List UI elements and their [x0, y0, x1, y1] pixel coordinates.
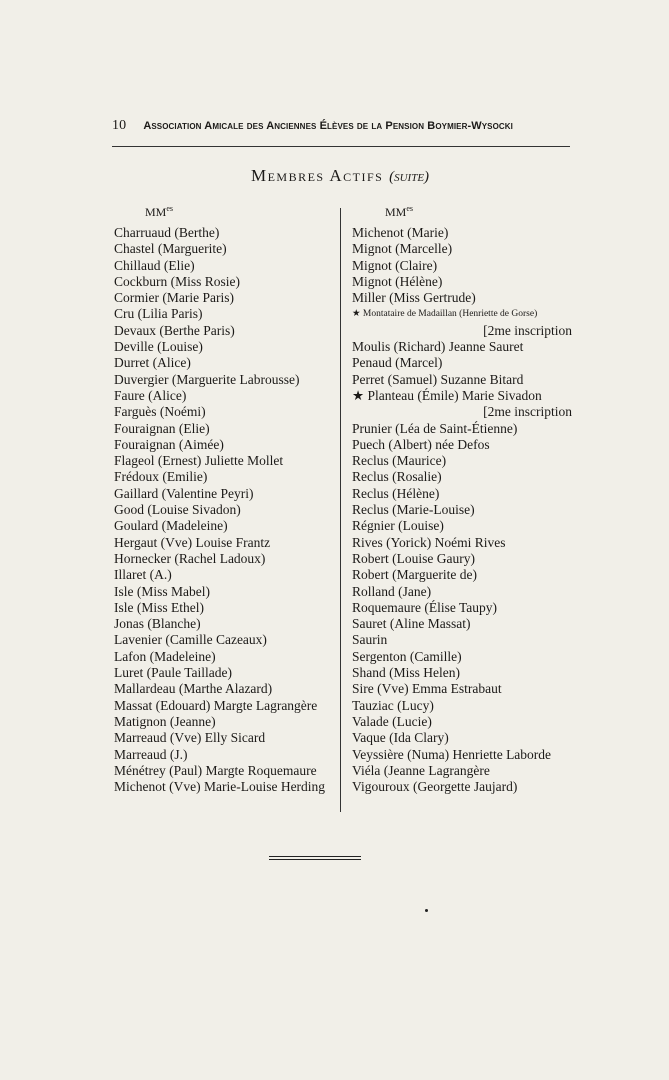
list-item: Devaux (Berthe Paris): [114, 322, 235, 338]
list-item: Sire (Vve) Emma Estrabaut: [352, 681, 502, 697]
list-item: Moulis (Richard) Jeanne Sauret: [352, 339, 524, 355]
list-item: Miller (Miss Gertrude): [352, 290, 476, 306]
list-item: Robert (Louise Gaury): [352, 550, 475, 566]
list-item: ★ Planteau (Émile) Marie Sivadon: [352, 387, 542, 403]
list-item: Puech (Albert) née Defos: [352, 436, 490, 452]
list-item: Hergaut (Vve) Louise Frantz: [114, 534, 271, 550]
footer-dot: [425, 909, 428, 912]
list-item: Vaque (Ida Clary): [352, 730, 449, 746]
list-item: Tauziac (Lucy): [352, 697, 434, 713]
right-column-header: [385, 204, 413, 220]
list-item: Shand (Miss Helen): [352, 665, 460, 681]
section-suite: (suite): [389, 169, 430, 185]
list-item: Frédoux (Emilie): [114, 469, 208, 485]
list-item: Cockburn (Miss Rosie): [114, 273, 240, 289]
list-item: Reclus (Maurice): [352, 453, 447, 469]
list-item: Rives (Yorick) Noémi Rives: [352, 534, 506, 550]
list-item: Valade (Lucie): [352, 713, 432, 729]
list-item: Reclus (Hélène): [352, 485, 440, 501]
list-item: Prunier (Léa de Saint-Étienne): [352, 420, 518, 436]
list-item: Roquemaure (Élise Taupy): [352, 599, 498, 615]
list-item: [2me inscription: [483, 404, 572, 420]
list-item: Penaud (Marcel): [352, 355, 443, 371]
column-divider: [340, 208, 341, 812]
section-title: Membres Actifs: [250, 166, 384, 185]
list-item: Perret (Samuel) Suzanne Bitard: [352, 371, 524, 387]
list-item: Vigouroux (Georgette Jaujard): [352, 779, 518, 795]
list-item: Saurin: [352, 632, 388, 648]
list-item: Hornecker (Rachel Ladoux): [114, 550, 266, 566]
list-item: Fouraignan (Aimée): [114, 436, 224, 452]
right-column-header-base: MM: [385, 205, 407, 219]
list-item: Rolland (Jane): [352, 583, 432, 599]
list-item: Illaret (A.): [114, 567, 172, 583]
list-item: Sauret (Aline Massat): [352, 616, 471, 632]
list-item: Farguès (Noémi): [114, 404, 206, 420]
list-item: Chillaud (Elie): [114, 257, 195, 273]
list-item: ★ Montataire de Madaillan (Henriette de Gorse): [352, 309, 538, 320]
header-rule: [112, 146, 570, 147]
list-item: Goulard (Madeleine): [114, 518, 228, 534]
list-item: Chastel (Marguerite): [114, 241, 227, 257]
list-item: Duvergier (Marguerite Labrousse): [114, 371, 300, 387]
running-header: [112, 118, 572, 134]
list-item: Robert (Marguerite de): [352, 567, 477, 583]
footer-rule-bottom: [269, 859, 361, 860]
list-item: Charruaud (Berthe): [114, 225, 220, 240]
list-item: Mignot (Claire): [352, 257, 438, 273]
list-item: Massat (Edouard) Margte Lagrangère: [114, 697, 318, 713]
left-column-header: [145, 204, 173, 220]
list-item: Reclus (Rosalie): [352, 469, 442, 485]
list-item: Luret (Paule Taillade): [114, 665, 233, 681]
left-member-list: [114, 225, 336, 795]
list-item: Good (Louise Sivadon): [114, 502, 241, 518]
list-item: Régnier (Louise): [352, 518, 444, 534]
section-heading: [160, 166, 520, 186]
list-item: Mallardeau (Marthe Alazard): [114, 681, 273, 697]
list-item: Cru (Lilia Paris): [114, 306, 203, 322]
list-item: Marreaud (J.): [114, 746, 188, 762]
left-column-header-base: MM: [145, 205, 167, 219]
right-member-list: [352, 225, 574, 795]
list-item: Isle (Miss Ethel): [114, 599, 204, 615]
list-item: Sergenton (Camille): [352, 648, 462, 664]
list-item: Viéla (Jeanne Lagrangère: [352, 762, 490, 778]
list-item: Jonas (Blanche): [114, 616, 201, 632]
list-item: Deville (Louise): [114, 339, 203, 355]
footer-rule-top: [269, 856, 361, 857]
list-item: Michenot (Vve) Marie-Louise Herding: [114, 779, 326, 795]
list-item: Gaillard (Valentine Peyri): [114, 485, 254, 501]
list-item: Isle (Miss Mabel): [114, 583, 210, 599]
list-item: Fouraignan (Elie): [114, 420, 210, 436]
list-item: Faure (Alice): [114, 387, 187, 403]
list-item: Marreaud (Vve) Elly Sicard: [114, 730, 266, 746]
list-item: Veyssière (Numa) Henriette Laborde: [352, 746, 552, 762]
list-item: Reclus (Marie-Louise): [352, 502, 475, 518]
right-column-header-sup: es: [406, 204, 414, 213]
left-column-header-sup: es: [166, 204, 174, 213]
list-item: [2me inscription: [483, 322, 572, 338]
list-item: Michenot (Marie): [352, 225, 449, 240]
list-item: Mignot (Hélène): [352, 273, 443, 289]
list-item: Durret (Alice): [114, 355, 191, 371]
list-item: Cormier (Marie Paris): [114, 290, 234, 306]
list-item: Lafon (Madeleine): [114, 648, 216, 664]
list-item: Mignot (Marcelle): [352, 241, 453, 257]
page-number: 10: [112, 118, 127, 133]
running-title: Association Amicale des Anciennes Élèves de la Pension Boymier-Wysocki: [143, 120, 513, 132]
list-item: Ménétrey (Paul) Margte Roquemaure: [114, 762, 317, 778]
list-item: Flageol (Ernest) Juliette Mollet: [114, 453, 284, 469]
list-item: Lavenier (Camille Cazeaux): [114, 632, 267, 648]
list-item: Matignon (Jeanne): [114, 713, 216, 729]
